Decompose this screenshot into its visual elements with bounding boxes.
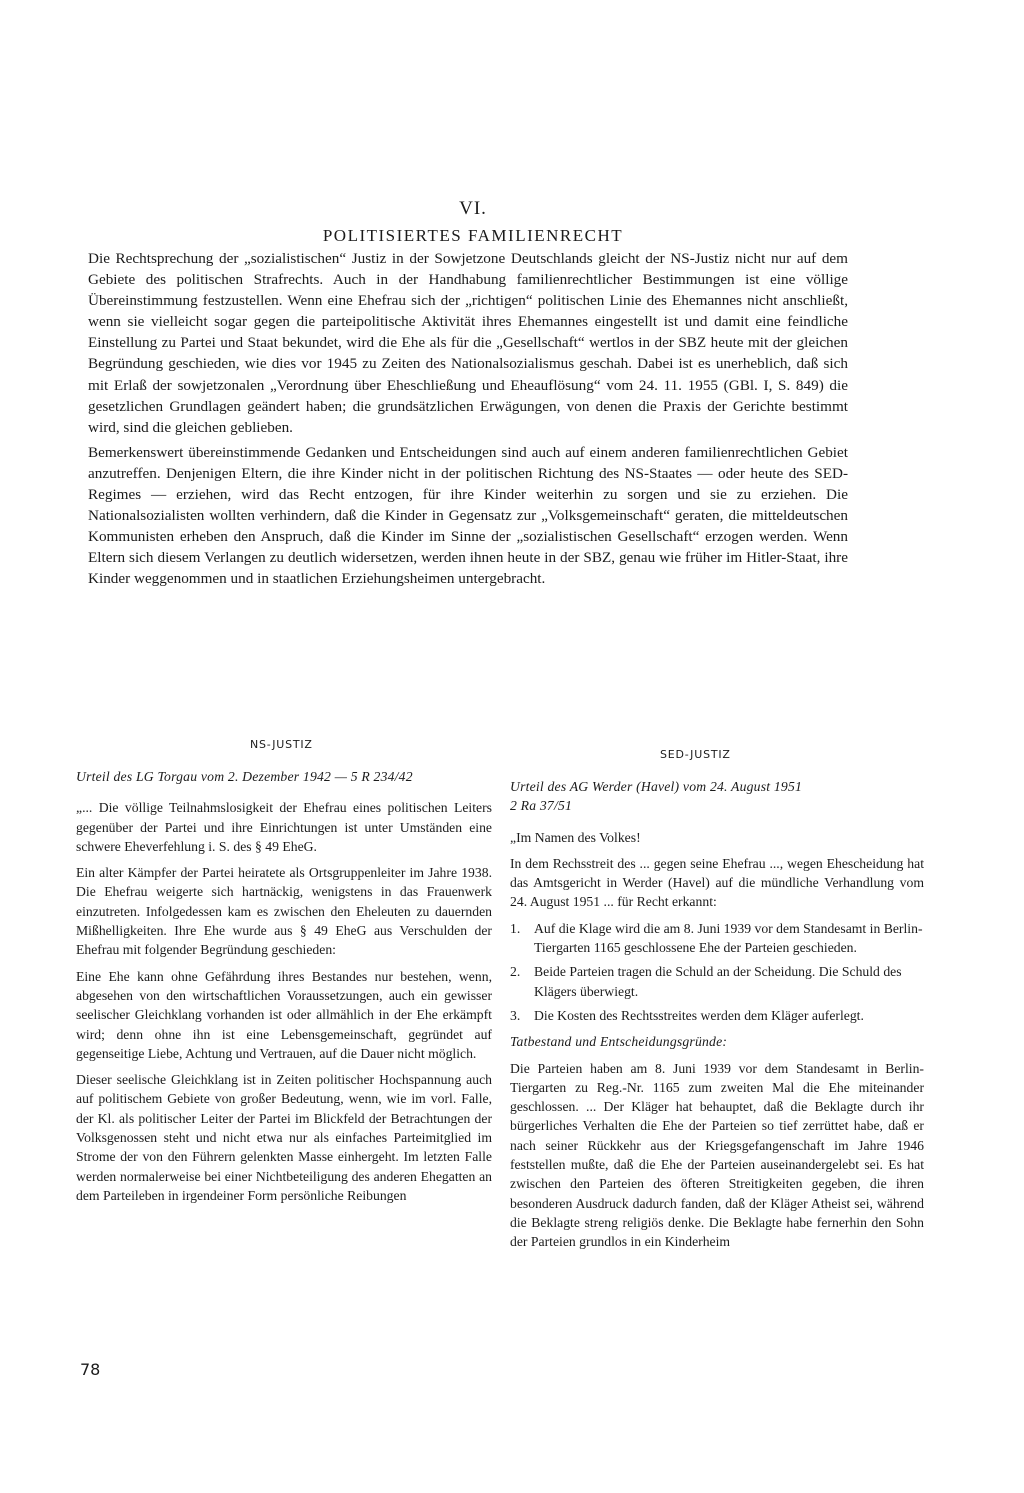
column-paragraph: „... Die völlige Teilnahmslosigkeit der Ehefrau eines politischen Leiters gegenüber der Partei und ihre Einrichtungen ist unter Umständen eine schwere Eheverfehlung i. S. des § 49 EheG. [76,800,492,854]
ns-justiz-column [76,767,492,1212]
list-text: Die Kosten des Rechtsstreites werden dem Kläger auferlegt. [534,1007,864,1023]
verdict-opening: „Im Namen des Volkes! [510,829,641,845]
verdict-list [510,919,924,1025]
intro-paragraph: Bemerkenswert übereinstimmende Gedanken und Entscheidungen sind auch auf einem anderen familienrechtlichen Gebiet anzutreffen. Denjenigen Eltern, die ihre Kinder nicht in der politischen Richtung des NS-Staates — oder heute des SED-Regimes — erziehen, wird das Recht entzogen, für ihre Kinder weiterhin zu sorgen und sie zu erziehen. Die Nationalsozialisten wollten verhindern, daß die Kinder in Gegensatz zur „Volksgemeinschaft“ geraten, die mitteldeutschen Kommunisten erheben den Anspruch, daß die Kinder im Sinne der „sozialistischen Gesellschaft“ erzogen werden. Wenn Eltern sich diesem Verlangen zu deutlich widersetzen, werden ihnen heute in der SBZ, genau wie früher im Hitler-Staat, ihre Kinder weggenommen und in staatlichen Erziehungsheimen untergebracht. [88,443,848,588]
list-number: 3. [510,1007,521,1023]
list-number: 2. [510,964,521,980]
ns-justiz-heading: NS-JUSTIZ [250,738,313,751]
intro-paragraph: Die Rechtsprechung der „sozialistischen“ Justiz in der Sowjetzone Deutschlands gleicht der NS-Justiz nicht nur auf dem Gebiete des politischen Strafrechts. Auch in der Handhabung familienrechtlicher Bestimmungen ist eine völlige Übereinstimmung festzustellen. Wenn eine Ehefrau sich der „richtigen“ politischen Linie des Ehemannes nicht anschließt, wenn sie vielleicht sogar gegen die parteipolitische Aktivität ihres Ehemannes eingestellt ist und damit eine feindliche Einstellung zu Partei und Staat bekundet, wird die Ehe als für die „Gesellschaft“ wertlos in der SBZ heute mit der gleichen Begründung geschieden, wie dies vor 1945 zu Zeiten des Nationalsozialismus geschah. Dabei ist es unerheblich, daß sich mit Erlaß der sowjetzonalen „Verordnung über Eheschließung und Eheauflösung“ vom 24. 11. 1955 (GBl. I, S. 849) die gesetzlichen Grundlagen geändert haben; die grundsätzlichen Erwägungen, von denen die Praxis der Gerichte bestimmt wird, sind die gleichen geblieben. [88,250,848,436]
reasons-subheading: Tatbestand und Entscheidungsgründe: [510,1034,728,1050]
list-text: Auf die Klage wird die am 8. Juni 1939 vor dem Standesamt in Berlin-Tiergarten 1165 geschlossene Ehe der Parteien geschieden. [534,920,923,956]
case-reference: 2 Ra 37/51 [510,798,573,814]
page-number: 78 [80,1360,101,1379]
intro-text [88,248,848,594]
chapter-title: POLITISIERTES FAMILIENRECHT [322,226,624,245]
list-text: Beide Parteien tragen die Schuld an der Scheidung. Die Schuld des Klägers überwiegt. [534,964,902,999]
column-paragraph: Eine Ehe kann ohne Gefährdung ihres Bestandes nur bestehen, wenn, abgesehen von den wirtschaftlichen Voraussetzungen, auch ein gewisser seelischer Gleichklang vorhanden ist oder allmählich in der Ehe erkämpft wird; denn ohne ihn ist eine Lebensgemeinschaft, gegründet auf gegenseitige Liebe, Achtung und Vertrauen, auf die Dauer nicht möglich. [76,968,492,1061]
case-title-line: Urteil des AG Werder (Havel) vom 24. August 1951 [510,779,803,794]
chapter-number: VI. [459,198,487,219]
column-paragraph: In dem Rechsstreit des ... gegen seine Ehefrau ..., wegen Ehescheidung hat das Amtsgericht in Werder (Havel) auf die mündliche Verhandlung vom 24. August 1951 ... für Recht erkannt: [510,855,924,910]
case-title [510,777,924,816]
column-paragraph: Ein alter Kämpfer der Partei heiratete als Ortsgruppenleiter im Jahre 1938. Die Ehefrau weigerte sich hartnäckig, wenigstens in das Frauenwerk einzutreten. Infolgedessen kam es zwischen den Eheleuten zu dauernden Mißhelligkeiten. Ihre Ehe wurde aus § 49 EheG aus Verschulden der Ehefrau mit folgender Begründung geschieden: [76,865,492,958]
sed-justiz-heading: SED-JUSTIZ [660,748,731,761]
column-paragraph: Dieser seelische Gleichklang ist in Zeiten politischer Hochspannung auch auf politischem Gebiete von großer Bedeutung, wenn, wie im vorl. Falle, der Kl. als politischer Leiter der Partei im Blickfeld der Betrachtungen der Volksgenossen steht und nicht etwa nur als einfaches Parteimitglied im Strome der von den Führern gelenkten Masse einhergeht. Im letzten Falle werden normalerweise bei einer Nichtbeteiligung des anderen Ehegatten an dem Parteileben in irgendeiner Form persönliche Reibungen [76,1072,492,1203]
list-item [510,1006,924,1025]
sed-justiz-column [510,777,924,1259]
list-number: 1. [510,920,521,936]
list-item [510,919,924,958]
list-item [510,962,924,1001]
column-paragraph: Die Parteien haben am 8. Juni 1939 vor dem Standesamt in Berlin-Tiergarten zu Reg.-Nr. 1165 zum zweiten Mal die Ehe miteinander geschlossen. ... Der Kläger hat behauptet, daß die Beklagte durch ihr bürgerliches Verhalten die Ehe der Parteien so tief zerrüttet habe, daß er nach seiner Rückkehr aus der Kriegsgefangenschaft im Jahre 1946 feststellen mußte, daß die Ehe der Parteien auseinandergelebt sei. Es hat zwischen den Parteien des öfteren Streitigkeiten gegeben, die ihren besonderen Ausdruck dadurch fanden, daß der Kläger Atheist sei, während die Beklagte streng religiös denke. Die Beklagte habe fernerhin den Sohn der Parteien grundlos in ein Kinderheim [510,1060,924,1250]
case-title: Urteil des LG Torgau vom 2. Dezember 1942 — 5 R 234/42 [76,769,413,784]
